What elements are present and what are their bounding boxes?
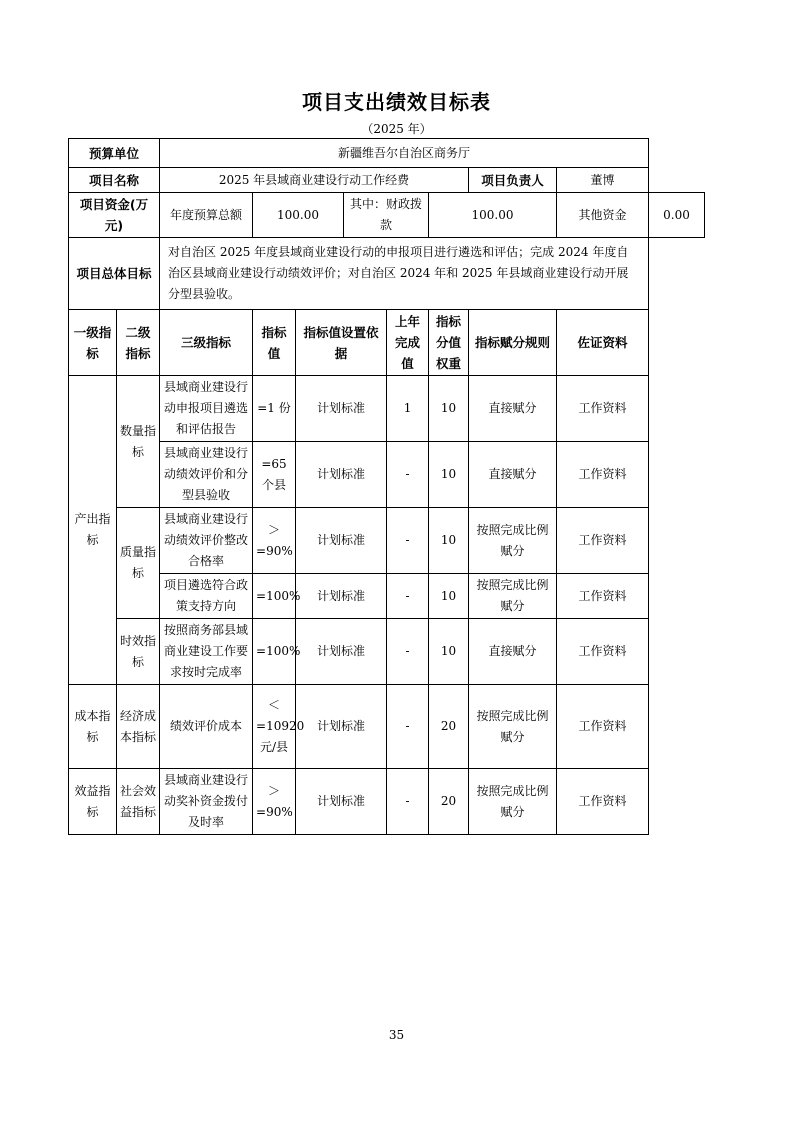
indicator-cell: 按照商务部县域商业建设工作要求按时完成率	[160, 619, 253, 685]
weight-cell: 10	[429, 574, 469, 619]
evidence-cell: 工作资料	[557, 574, 649, 619]
weight-cell: 10	[429, 619, 469, 685]
weight-cell: 20	[429, 685, 469, 769]
indicator-cell: 县域商业建设行动绩效评价和分型县验收	[160, 442, 253, 508]
rule-cell: 按照完成比例赋分	[469, 508, 557, 574]
goal-label: 项目总体目标	[69, 238, 160, 310]
evidence-cell: 工作资料	[557, 619, 649, 685]
fund-total-value: 100.00	[253, 193, 344, 238]
project-owner-label: 项目负责人	[469, 168, 557, 193]
category-quantity: 数量指标	[117, 376, 160, 508]
last-year-cell: -	[387, 619, 429, 685]
value-cell: =100%	[253, 574, 296, 619]
value-cell: ＞=90%	[253, 508, 296, 574]
value-cell: =100%	[253, 619, 296, 685]
performance-table	[68, 138, 705, 835]
category-timeliness: 时效指标	[117, 619, 160, 685]
header-basis: 指标值设置依据	[296, 310, 387, 376]
basis-cell: 计划标准	[296, 769, 387, 835]
header-level1: 一级指标	[69, 310, 117, 376]
weight-cell: 10	[429, 508, 469, 574]
table-row	[69, 376, 705, 442]
page-number: 35	[388, 1028, 405, 1042]
category-benefit: 效益指标	[69, 769, 117, 835]
value-cell: =1 份	[253, 376, 296, 442]
indicator-cell: 县域商业建设行动绩效评价整改合格率	[160, 508, 253, 574]
header-value: 指标值	[253, 310, 296, 376]
last-year-cell: -	[387, 685, 429, 769]
weight-cell: 10	[429, 442, 469, 508]
fund-other-label: 其他资金	[557, 193, 649, 238]
indicator-cell: 项目遴选符合政策支持方向	[160, 574, 253, 619]
category-quality: 质量指标	[117, 508, 160, 619]
header-evidence: 佐证资料	[557, 310, 649, 376]
weight-cell: 10	[429, 376, 469, 442]
category-cost: 成本指标	[69, 685, 117, 769]
rule-cell: 按照完成比例赋分	[469, 574, 557, 619]
header-level3: 三级指标	[160, 310, 253, 376]
table-row	[69, 442, 705, 508]
basis-cell: 计划标准	[296, 574, 387, 619]
category-output: 产出指标	[69, 376, 117, 685]
basis-cell: 计划标准	[296, 619, 387, 685]
table-row	[69, 574, 705, 619]
last-year-cell: -	[387, 442, 429, 508]
last-year-cell: -	[387, 769, 429, 835]
table-row	[69, 619, 705, 685]
header-level2: 二级指标	[117, 310, 160, 376]
basis-cell: 计划标准	[296, 685, 387, 769]
header-row	[69, 310, 705, 376]
weight-cell: 20	[429, 769, 469, 835]
rule-cell: 直接赋分	[469, 442, 557, 508]
table-row	[69, 508, 705, 574]
fund-total-label: 年度预算总额	[160, 193, 253, 238]
value-cell: =65 个县	[253, 442, 296, 508]
project-name-label: 项目名称	[69, 168, 160, 193]
value-cell: ＜=10920 元/县	[253, 685, 296, 769]
last-year-cell: -	[387, 574, 429, 619]
unit-label: 预算单位	[69, 139, 160, 168]
header-rule: 指标赋分规则	[469, 310, 557, 376]
goal-text: 对自治区 2025 年度县域商业建设行动的申报项目进行遴选和评估；完成 2024 年度自治区县域商业建设行动绩效评价；对自治区 2024 年和 2025 年县域商业建设行动开展分型县验收。	[160, 238, 649, 310]
evidence-cell: 工作资料	[557, 442, 649, 508]
header-weight: 指标分值权重	[429, 310, 469, 376]
fund-fiscal-value: 100.00	[429, 193, 557, 238]
category-economic-cost: 经济成本指标	[117, 685, 160, 769]
project-name-value: 2025 年县域商业建设行动工作经费	[160, 168, 469, 193]
unit-value: 新疆维吾尔自治区商务厅	[160, 139, 649, 168]
report-year: （2025 年）	[361, 122, 432, 136]
rule-cell: 直接赋分	[469, 619, 557, 685]
project-owner-value: 董博	[557, 168, 649, 193]
indicator-cell: 绩效评价成本	[160, 685, 253, 769]
indicator-cell: 县域商业建设行动申报项目遴选和评估报告	[160, 376, 253, 442]
project-name-row	[69, 168, 705, 193]
indicator-cell: 县域商业建设行动奖补资金拨付及时率	[160, 769, 253, 835]
unit-row	[69, 139, 705, 168]
fund-row	[69, 193, 705, 238]
table-row	[69, 685, 705, 769]
goal-row	[69, 238, 705, 310]
last-year-cell: -	[387, 508, 429, 574]
rule-cell: 按照完成比例赋分	[469, 769, 557, 835]
basis-cell: 计划标准	[296, 508, 387, 574]
fund-other-value: 0.00	[649, 193, 705, 238]
basis-cell: 计划标准	[296, 442, 387, 508]
last-year-cell: 1	[387, 376, 429, 442]
value-cell: ＞=90%	[253, 769, 296, 835]
evidence-cell: 工作资料	[557, 685, 649, 769]
basis-cell: 计划标准	[296, 376, 387, 442]
rule-cell: 按照完成比例赋分	[469, 685, 557, 769]
page-title: 项目支出绩效目标表	[302, 90, 491, 114]
fund-fiscal-label: 其中：财政拨款	[344, 193, 429, 238]
fund-label: 项目资金(万元)	[69, 193, 160, 238]
evidence-cell: 工作资料	[557, 376, 649, 442]
evidence-cell: 工作资料	[557, 769, 649, 835]
header-last-year: 上年完成值	[387, 310, 429, 376]
category-social-benefit: 社会效益指标	[117, 769, 160, 835]
table-row	[69, 769, 705, 835]
rule-cell: 直接赋分	[469, 376, 557, 442]
evidence-cell: 工作资料	[557, 508, 649, 574]
